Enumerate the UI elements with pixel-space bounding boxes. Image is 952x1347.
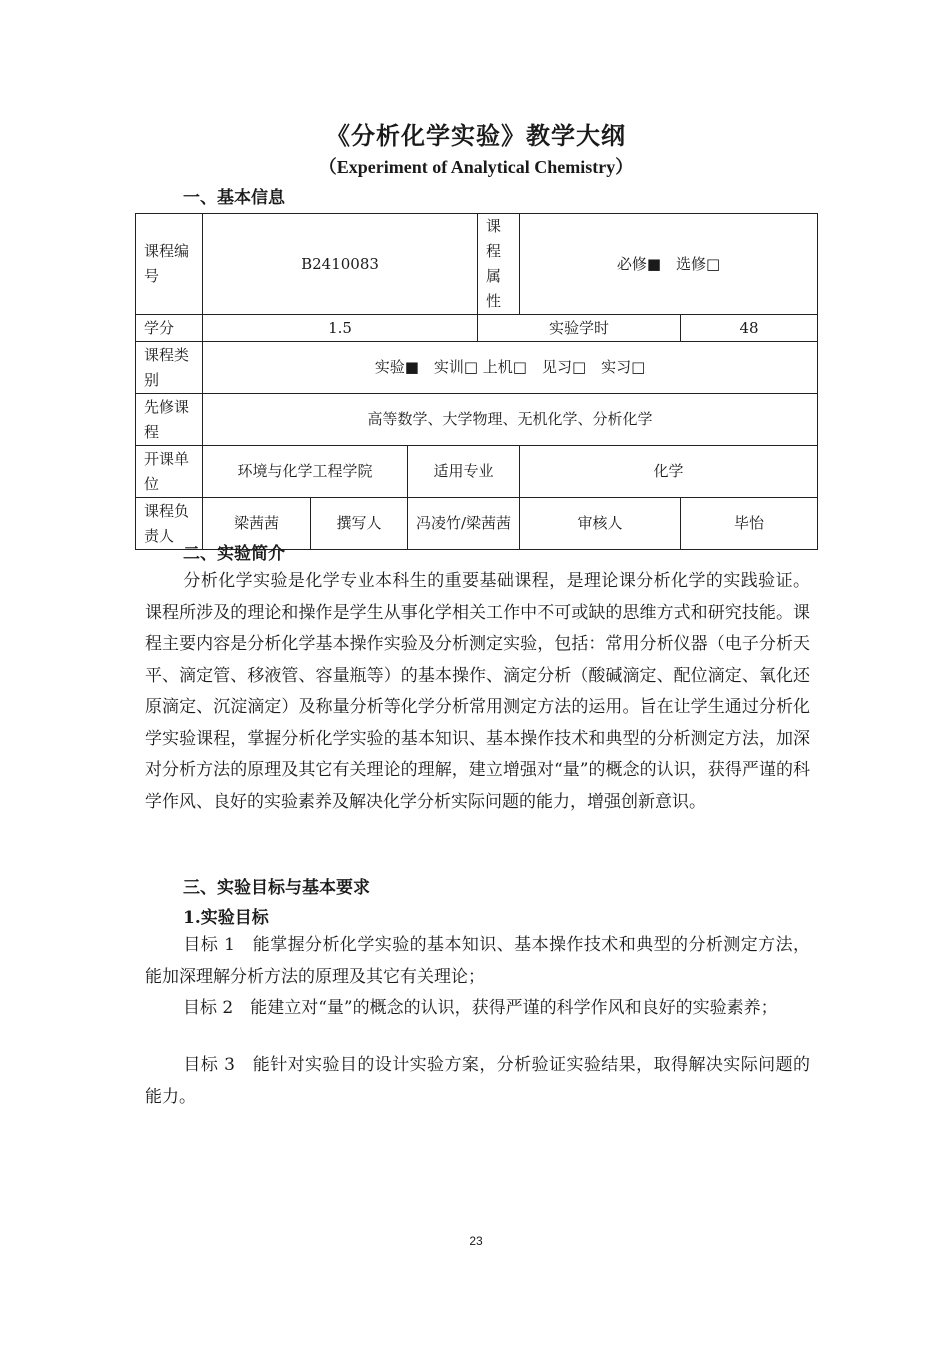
major-value: 化学 — [520, 446, 818, 498]
course-attr-value: 必修■ 选修□ — [520, 214, 818, 315]
table-row — [136, 446, 818, 498]
section-heading-basic-info: 一、基本信息 — [183, 188, 285, 208]
table-row — [136, 315, 818, 342]
credit-label: 学分 — [136, 315, 203, 342]
document-subtitle: （Experiment of Analytical Chemistry） — [318, 157, 634, 177]
credit-value: 1.5 — [203, 315, 478, 342]
exp-hours-value: 48 — [681, 315, 818, 342]
prereq-label: 先修课程 — [136, 394, 203, 446]
course-attr-label: 课程属性 — [478, 214, 520, 315]
reviewer-value: 毕怡 — [681, 498, 818, 550]
category-label: 课程类别 — [136, 342, 203, 394]
page-number: 23 — [469, 1234, 483, 1248]
writer-value: 冯凌竹/梁茜茜 — [408, 498, 520, 550]
goal-3 — [145, 1050, 810, 1113]
goal-1 — [145, 930, 810, 993]
table-row — [136, 214, 818, 315]
owner-label: 课程负责人 — [136, 498, 203, 550]
basic-info-table — [135, 213, 818, 550]
goal-1-text: 目标 1 能掌握分析化学实验的基本知识、基本操作技术和典型的分析测定方法，能加深理解分析方法的原理及其它有关理论； — [145, 935, 810, 987]
goal-3-text: 目标 3 能针对实验目的设计实验方案，分析验证实验结果，取得解决实际问题的能力。 — [145, 1055, 810, 1107]
intro-text: 分析化学实验是化学专业本科生的重要基础课程，是理论课分析化学的实践验证。课程所涉及的理论和操作是学生从事化学相关工作中不可或缺的思维方式和研究技能。课程主要内容是分析化学基本操作实验及分析测定实验，包括：常用分析仪器（电子分析天平、滴定管、移液管、容量瓶等）的基本操作、滴定分析（酸碱滴定、配位滴定、氧化还原滴定、沉淀滴定）及称量分析等化学分析常用测定方法的运用。旨在让学生通过分析化学实验课程，掌握分析化学实验的基本知识、基本操作技术和典型的分析测定方法，加深对分析方法的原理及其它有关理论的理解，建立增强对“量”的概念的认识，获得严谨的科学作风、良好的实验素养及解决化学分析实际问题的能力，增强创新意识。 — [145, 571, 810, 812]
subheading-exp-goals: 1.实验目标 — [183, 908, 269, 928]
intro-paragraph — [145, 566, 810, 818]
major-label: 适用专业 — [408, 446, 520, 498]
goal-2 — [145, 993, 810, 1025]
course-no-label: 课程编号 — [136, 214, 203, 315]
dept-label: 开课单位 — [136, 446, 203, 498]
writer-label: 撰写人 — [311, 498, 408, 550]
table-row — [136, 394, 818, 446]
table-row — [136, 342, 818, 394]
owner-value: 梁茜茜 — [203, 498, 311, 550]
section-heading-intro: 二、实验简介 — [183, 544, 285, 564]
category-value: 实验■ 实训□ 上机□ 见习□ 实习□ — [203, 342, 818, 394]
exp-hours-label: 实验学时 — [478, 315, 681, 342]
goal-2-text: 目标 2 能建立对“量”的概念的认识，获得严谨的科学作风和良好的实验素养； — [183, 998, 778, 1018]
prereq-value: 高等数学、大学物理、无机化学、分析化学 — [203, 394, 818, 446]
dept-value: 环境与化学工程学院 — [203, 446, 408, 498]
section-heading-goals: 三、实验目标与基本要求 — [183, 878, 370, 898]
reviewer-label: 审核人 — [520, 498, 681, 550]
course-no-value: B2410083 — [203, 214, 478, 315]
document-title: 《分析化学实验》教学大纲 — [326, 121, 626, 150]
